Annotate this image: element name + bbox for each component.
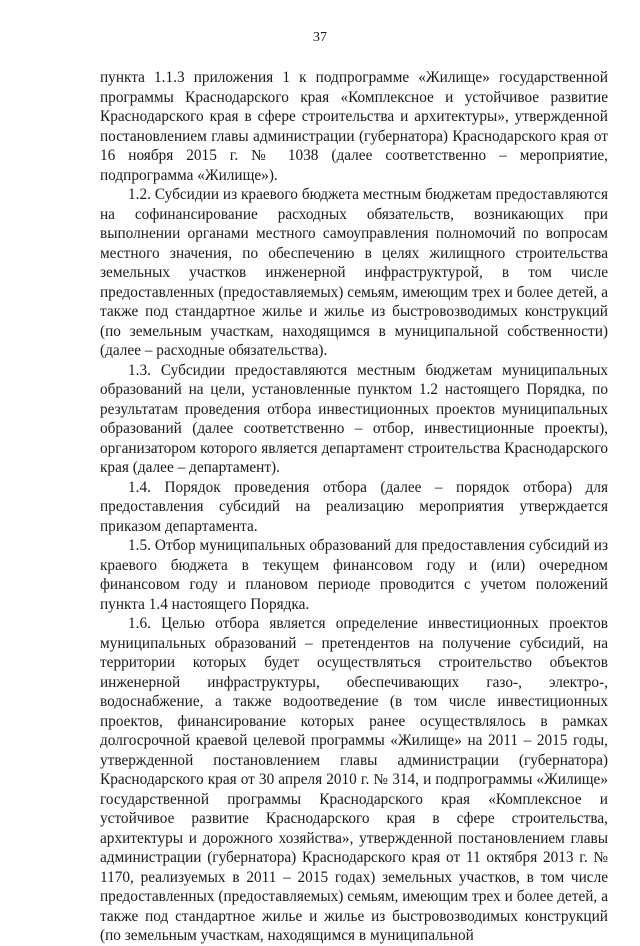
paragraph-1-4: 1.4. Порядок проведения отбора (далее – порядок отбора) для предоставления субсидий на реализацию мероприятия утверждается приказом департамента. xyxy=(100,478,608,535)
page-number: 37 xyxy=(313,30,327,45)
paragraph-1-5: 1.5. Отбор муниципальных образований для предоставления субсидий из краевого бюджета в текущем финансовом году и (или) очередном финансовом году и плановом периоде проводится с учетом положений пункта 1.4 настоящего Порядка. xyxy=(100,537,608,613)
paragraph-1-3: 1.3. Субсидии предоставляются местным бюджетам муниципальных образований на цели, установленные пунктом 1.2 настоящего Порядка, по результатам проведения отбора инвестиционных проектов муниципальных образований (далее соответственно – отбор, инвестиционные проекты), организатором которого является департамент строительства Краснодарского края (далее – департамент). xyxy=(100,361,608,476)
paragraph-continuation: пункта 1.1.3 приложения 1 к подпрограмме «Жилище» государственной программы Краснодарского края «Комплексное и устойчивое развитие Краснодарского края в сфере строительства и архитектуры», утвержденной постановлением главы администрации (губернатора) Краснодарского края от 16 ноября 2015 г. № 1038 (далее соответственно – мероприятие, подпрограмма «Жилище»). xyxy=(100,69,608,184)
document-body xyxy=(100,68,608,946)
paragraph-1-2: 1.2. Субсидии из краевого бюджета местным бюджетам предоставляются на софинансирование расходных обязательств, возникающих при выполнении органами местного самоуправления полномочий по вопросам местного значения, по обеспечению в целях жилищного строительства земельных участков инженерной инфраструктурой, в том числе предоставленных (предоставляемых) семьям, имеющим трех и более детей, а также под стандартное жилье и жилье из быстровозводимых конструкций (по земельным участкам, находящимся в муниципальной собственности) (далее – расходные обязательства). xyxy=(100,186,608,359)
paragraph-1-6: 1.6. Целью отбора является определение инвестиционных проектов муниципальных образований – претендентов на получение субсидий, на территории которых будет осуществляться строительство объектов инженерной инфраструктуры, обеспечивающих газо-, электро-, водоснабжение, а также водоотведение (в том числе инвестиционных проектов, финансирование которых ранее осуществлялось в рамках долгосрочной краевой целевой программы «Жилище» на 2011 – 2015 годы, утвержденной постановлением главы администрации (губернатора) Краснодарского края от 30 апреля 2010 г. № 314, и подпрограммы «Жилище» государственной программы Краснодарского края «Комплексное и устойчивое развитие Краснодарского края в сфере строительства, архитектуры и дорожного хозяйства», утвержденной постановлением главы администрации (губернатора) Краснодарского края от 11 октября 2013 г. № 1170, реализуемых в 2011 – 2015 годах) земельных участков, в том числе предоставленных (предоставляемых) семьям, имеющим трех и более детей, а также под стандартное жилье и жилье из быстровозводимых конструкций (по земельным участкам, находящимся в муниципальной xyxy=(100,615,608,944)
